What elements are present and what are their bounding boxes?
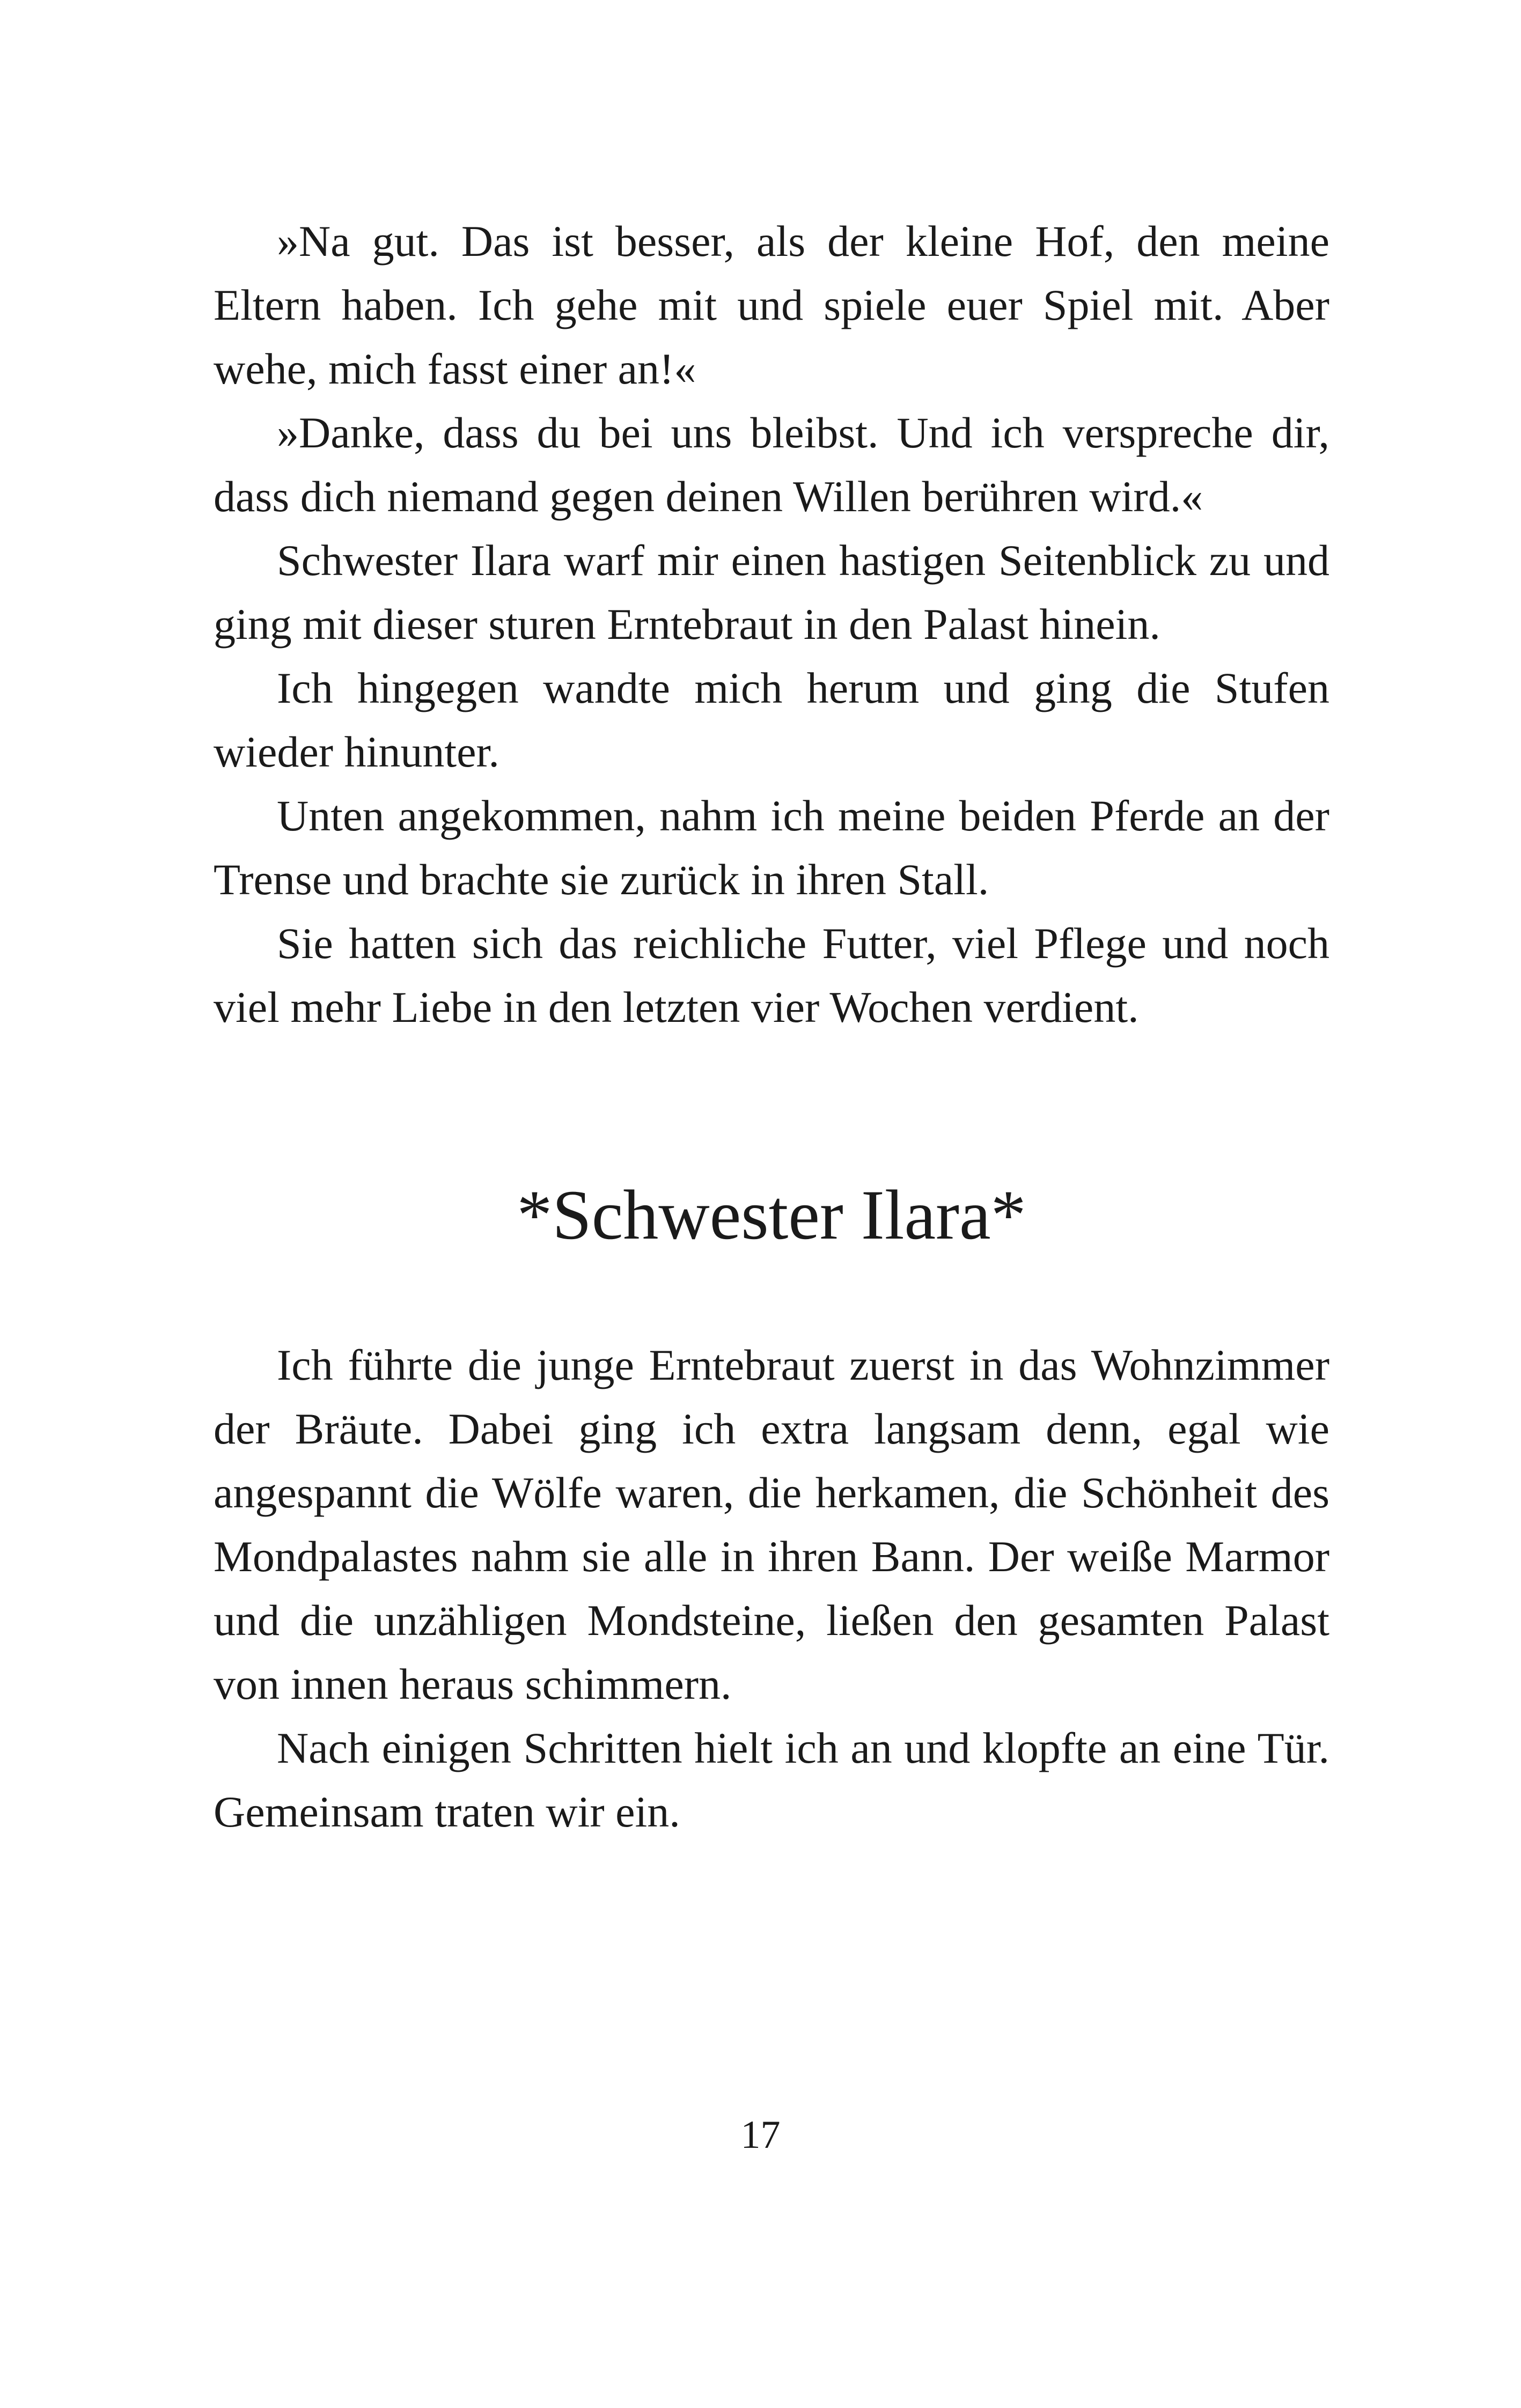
section-heading: *Schwester Ilara* [517, 1175, 1026, 1254]
paragraph: Nach einigen Schritten hielt ich an und klopfte an eine Tür. Gemeinsam traten wir ein. [214, 1724, 1329, 1836]
paragraph: Unten angekommen, nahm ich meine beiden Pferde an der Trense und brachte sie zurück in ihren Stall. [214, 791, 1329, 904]
paragraph: Schwester Ilara warf mir einen hastigen Seitenblick zu und ging mit dieser sturen Erntebraut in den Palast hinein. [214, 536, 1329, 649]
paragraph: »Danke, dass du bei uns bleibst. Und ich verspreche dir, dass dich niemand gegen deinen Willen berühren wird.« [214, 408, 1329, 521]
text-block-before-heading [214, 209, 1329, 1039]
paragraph: Sie hatten sich das reichliche Futter, viel Pflege und noch viel mehr Liebe in den letzten vier Wochen verdient. [214, 919, 1329, 1032]
page-number: 17 [740, 2113, 781, 2157]
paragraph: Ich führte die junge Erntebraut zuerst in das Wohnzimmer der Bräute. Dabei ging ich extra langsam denn, egal wie angespannt die Wölfe waren, die herkamen, die Schönheit des Mondpalastes nahm sie alle in ihren Bann. Der weiße Marmor und die unzähligen Mondsteine, ließen den gesamten Palast von innen heraus schimmern. [214, 1341, 1329, 1709]
text-block-after-heading [214, 1333, 1329, 1844]
paragraph: »Na gut. Das ist besser, als der kleine Hof, den meine Eltern haben. Ich gehe mit und spiele euer Spiel mit. Aber wehe, mich fasst einer an!« [214, 217, 1329, 393]
paragraph: Ich hingegen wandte mich herum und ging die Stufen wieder hinunter. [214, 664, 1329, 776]
